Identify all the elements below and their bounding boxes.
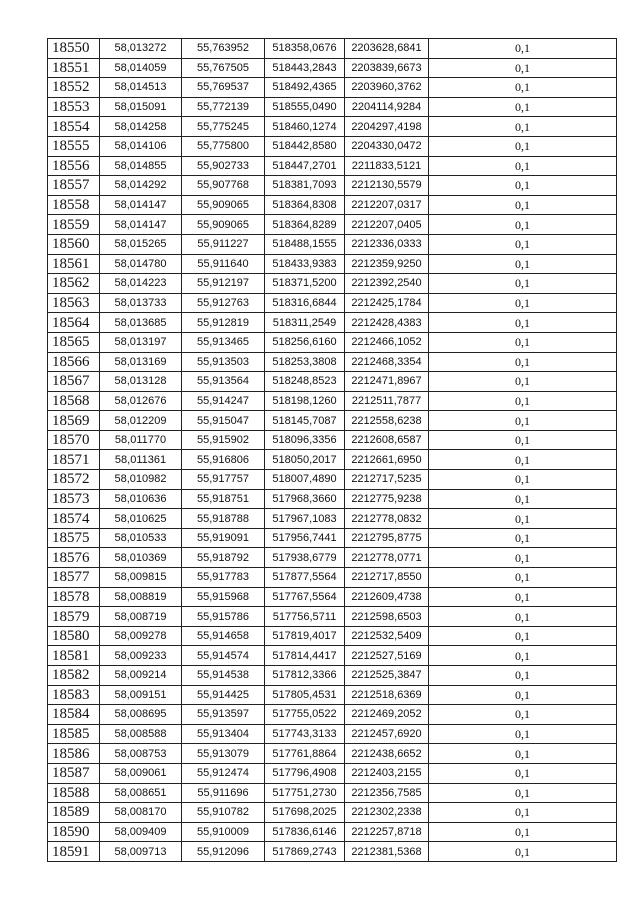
coordinates-table <box>47 38 617 862</box>
longitude-cell: 55,913503 <box>182 352 265 372</box>
y-coordinate-cell: 2212778,0832 <box>345 509 429 529</box>
y-coordinate-cell: 2212609,4738 <box>345 587 429 607</box>
latitude-cell: 58,008588 <box>100 724 182 744</box>
x-coordinate-cell: 518311,2549 <box>265 313 345 333</box>
table-row <box>48 411 617 431</box>
table-row <box>48 685 617 705</box>
coordinates-table-body <box>48 39 617 862</box>
point-number-cell: 18561 <box>48 254 100 274</box>
x-coordinate-cell: 518358,0676 <box>265 39 345 59</box>
tolerance-cell: 0,1 <box>429 470 617 490</box>
y-coordinate-cell: 2203960,3762 <box>345 78 429 98</box>
latitude-cell: 58,013272 <box>100 39 182 59</box>
point-number-cell: 18587 <box>48 763 100 783</box>
longitude-cell: 55,907768 <box>182 176 265 196</box>
table-row <box>48 587 617 607</box>
y-coordinate-cell: 2203839,6673 <box>345 58 429 78</box>
latitude-cell: 58,010533 <box>100 528 182 548</box>
x-coordinate-cell: 518248,8523 <box>265 372 345 392</box>
table-row <box>48 195 617 215</box>
table-row <box>48 548 617 568</box>
x-coordinate-cell: 518460,1274 <box>265 117 345 137</box>
x-coordinate-cell: 517751,2730 <box>265 783 345 803</box>
point-number-cell: 18557 <box>48 176 100 196</box>
longitude-cell: 55,911227 <box>182 234 265 254</box>
x-coordinate-cell: 517877,5564 <box>265 568 345 588</box>
y-coordinate-cell: 2212511,7877 <box>345 391 429 411</box>
tolerance-cell: 0,1 <box>429 293 617 313</box>
point-number-cell: 18563 <box>48 293 100 313</box>
table-row <box>48 803 617 823</box>
latitude-cell: 58,015265 <box>100 234 182 254</box>
table-row <box>48 117 617 137</box>
x-coordinate-cell: 517967,1083 <box>265 509 345 529</box>
y-coordinate-cell: 2212302,2338 <box>345 803 429 823</box>
point-number-cell: 18576 <box>48 548 100 568</box>
point-number-cell: 18553 <box>48 97 100 117</box>
longitude-cell: 55,913079 <box>182 744 265 764</box>
y-coordinate-cell: 2212471,8967 <box>345 372 429 392</box>
x-coordinate-cell: 517812,3366 <box>265 666 345 686</box>
latitude-cell: 58,013128 <box>100 372 182 392</box>
latitude-cell: 58,009713 <box>100 842 182 862</box>
y-coordinate-cell: 2212356,7585 <box>345 783 429 803</box>
longitude-cell: 55,914658 <box>182 626 265 646</box>
y-coordinate-cell: 2212469,2052 <box>345 705 429 725</box>
point-number-cell: 18562 <box>48 274 100 294</box>
point-number-cell: 18586 <box>48 744 100 764</box>
tolerance-cell: 0,1 <box>429 136 617 156</box>
x-coordinate-cell: 518447,2701 <box>265 156 345 176</box>
tolerance-cell: 0,1 <box>429 626 617 646</box>
table-row <box>48 842 617 862</box>
point-number-cell: 18568 <box>48 391 100 411</box>
x-coordinate-cell: 517805,4531 <box>265 685 345 705</box>
tolerance-cell: 0,1 <box>429 58 617 78</box>
longitude-cell: 55,919091 <box>182 528 265 548</box>
latitude-cell: 58,008651 <box>100 783 182 803</box>
table-row <box>48 58 617 78</box>
longitude-cell: 55,912819 <box>182 313 265 333</box>
table-row <box>48 430 617 450</box>
tolerance-cell: 0,1 <box>429 685 617 705</box>
y-coordinate-cell: 2204297,4198 <box>345 117 429 137</box>
point-number-cell: 18565 <box>48 332 100 352</box>
x-coordinate-cell: 518096,3356 <box>265 430 345 450</box>
tolerance-cell: 0,1 <box>429 430 617 450</box>
latitude-cell: 58,015091 <box>100 97 182 117</box>
longitude-cell: 55,772139 <box>182 97 265 117</box>
point-number-cell: 18569 <box>48 411 100 431</box>
x-coordinate-cell: 517756,5711 <box>265 607 345 627</box>
latitude-cell: 58,014780 <box>100 254 182 274</box>
table-row <box>48 39 617 59</box>
table-row <box>48 215 617 235</box>
y-coordinate-cell: 2204330,0472 <box>345 136 429 156</box>
point-number-cell: 18578 <box>48 587 100 607</box>
longitude-cell: 55,914538 <box>182 666 265 686</box>
tolerance-cell: 0,1 <box>429 489 617 509</box>
point-number-cell: 18588 <box>48 783 100 803</box>
point-number-cell: 18567 <box>48 372 100 392</box>
latitude-cell: 58,013169 <box>100 352 182 372</box>
latitude-cell: 58,008170 <box>100 803 182 823</box>
y-coordinate-cell: 2212525,3847 <box>345 666 429 686</box>
x-coordinate-cell: 517796,4908 <box>265 763 345 783</box>
point-number-cell: 18573 <box>48 489 100 509</box>
tolerance-cell: 0,1 <box>429 372 617 392</box>
tolerance-cell: 0,1 <box>429 234 617 254</box>
longitude-cell: 55,913404 <box>182 724 265 744</box>
tolerance-cell: 0,1 <box>429 391 617 411</box>
x-coordinate-cell: 518555,0490 <box>265 97 345 117</box>
longitude-cell: 55,910782 <box>182 803 265 823</box>
latitude-cell: 58,013197 <box>100 332 182 352</box>
point-number-cell: 18558 <box>48 195 100 215</box>
point-number-cell: 18574 <box>48 509 100 529</box>
tolerance-cell: 0,1 <box>429 352 617 372</box>
y-coordinate-cell: 2212717,8550 <box>345 568 429 588</box>
tolerance-cell: 0,1 <box>429 450 617 470</box>
point-number-cell: 18570 <box>48 430 100 450</box>
y-coordinate-cell: 2204114,9284 <box>345 97 429 117</box>
point-number-cell: 18584 <box>48 705 100 725</box>
tolerance-cell: 0,1 <box>429 254 617 274</box>
tolerance-cell: 0,1 <box>429 156 617 176</box>
x-coordinate-cell: 517761,8864 <box>265 744 345 764</box>
y-coordinate-cell: 2212778,0771 <box>345 548 429 568</box>
latitude-cell: 58,009233 <box>100 646 182 666</box>
latitude-cell: 58,010369 <box>100 548 182 568</box>
tolerance-cell: 0,1 <box>429 313 617 333</box>
latitude-cell: 58,012209 <box>100 411 182 431</box>
y-coordinate-cell: 2212130,5579 <box>345 176 429 196</box>
tolerance-cell: 0,1 <box>429 548 617 568</box>
y-coordinate-cell: 2212598,6503 <box>345 607 429 627</box>
y-coordinate-cell: 2212717,5235 <box>345 470 429 490</box>
table-row <box>48 607 617 627</box>
tolerance-cell: 0,1 <box>429 176 617 196</box>
tolerance-cell: 0,1 <box>429 215 617 235</box>
table-row <box>48 313 617 333</box>
latitude-cell: 58,008695 <box>100 705 182 725</box>
table-row <box>48 234 617 254</box>
latitude-cell: 58,014147 <box>100 215 182 235</box>
table-row <box>48 332 617 352</box>
table-row <box>48 646 617 666</box>
point-number-cell: 18591 <box>48 842 100 862</box>
y-coordinate-cell: 2212428,4383 <box>345 313 429 333</box>
table-row <box>48 450 617 470</box>
table-row <box>48 274 617 294</box>
tolerance-cell: 0,1 <box>429 822 617 842</box>
y-coordinate-cell: 2212558,6238 <box>345 411 429 431</box>
longitude-cell: 55,913597 <box>182 705 265 725</box>
latitude-cell: 58,009815 <box>100 568 182 588</box>
x-coordinate-cell: 517968,3660 <box>265 489 345 509</box>
latitude-cell: 58,010982 <box>100 470 182 490</box>
x-coordinate-cell: 517767,5564 <box>265 587 345 607</box>
x-coordinate-cell: 517869,2743 <box>265 842 345 862</box>
tolerance-cell: 0,1 <box>429 509 617 529</box>
latitude-cell: 58,008819 <box>100 587 182 607</box>
tolerance-cell: 0,1 <box>429 666 617 686</box>
longitude-cell: 55,909065 <box>182 195 265 215</box>
x-coordinate-cell: 518492,4365 <box>265 78 345 98</box>
point-number-cell: 18589 <box>48 803 100 823</box>
tolerance-cell: 0,1 <box>429 842 617 862</box>
y-coordinate-cell: 2212207,0405 <box>345 215 429 235</box>
latitude-cell: 58,009061 <box>100 763 182 783</box>
x-coordinate-cell: 518007,4890 <box>265 470 345 490</box>
y-coordinate-cell: 2212336,0333 <box>345 234 429 254</box>
latitude-cell: 58,010636 <box>100 489 182 509</box>
x-coordinate-cell: 517938,6779 <box>265 548 345 568</box>
longitude-cell: 55,763952 <box>182 39 265 59</box>
point-number-cell: 18559 <box>48 215 100 235</box>
point-number-cell: 18550 <box>48 39 100 59</box>
tolerance-cell: 0,1 <box>429 568 617 588</box>
tolerance-cell: 0,1 <box>429 783 617 803</box>
longitude-cell: 55,911696 <box>182 783 265 803</box>
y-coordinate-cell: 2212425,1784 <box>345 293 429 313</box>
tolerance-cell: 0,1 <box>429 587 617 607</box>
latitude-cell: 58,013733 <box>100 293 182 313</box>
table-row <box>48 822 617 842</box>
y-coordinate-cell: 2212518,6369 <box>345 685 429 705</box>
latitude-cell: 58,011770 <box>100 430 182 450</box>
tolerance-cell: 0,1 <box>429 607 617 627</box>
table-row <box>48 489 617 509</box>
table-row <box>48 705 617 725</box>
point-number-cell: 18583 <box>48 685 100 705</box>
table-row <box>48 254 617 274</box>
tolerance-cell: 0,1 <box>429 528 617 548</box>
tolerance-cell: 0,1 <box>429 705 617 725</box>
longitude-cell: 55,775800 <box>182 136 265 156</box>
table-row <box>48 136 617 156</box>
table-row <box>48 391 617 411</box>
y-coordinate-cell: 2212207,0317 <box>345 195 429 215</box>
y-coordinate-cell: 2212775,9238 <box>345 489 429 509</box>
point-number-cell: 18590 <box>48 822 100 842</box>
table-row <box>48 352 617 372</box>
longitude-cell: 55,918788 <box>182 509 265 529</box>
x-coordinate-cell: 517755,0522 <box>265 705 345 725</box>
latitude-cell: 58,013685 <box>100 313 182 333</box>
tolerance-cell: 0,1 <box>429 78 617 98</box>
longitude-cell: 55,915902 <box>182 430 265 450</box>
y-coordinate-cell: 2212795,8775 <box>345 528 429 548</box>
x-coordinate-cell: 517814,4417 <box>265 646 345 666</box>
x-coordinate-cell: 518253,3808 <box>265 352 345 372</box>
point-number-cell: 18577 <box>48 568 100 588</box>
longitude-cell: 55,767505 <box>182 58 265 78</box>
tolerance-cell: 0,1 <box>429 646 617 666</box>
point-number-cell: 18580 <box>48 626 100 646</box>
x-coordinate-cell: 518316,6844 <box>265 293 345 313</box>
latitude-cell: 58,009214 <box>100 666 182 686</box>
tolerance-cell: 0,1 <box>429 195 617 215</box>
longitude-cell: 55,912096 <box>182 842 265 862</box>
tolerance-cell: 0,1 <box>429 803 617 823</box>
tolerance-cell: 0,1 <box>429 39 617 59</box>
x-coordinate-cell: 518145,7087 <box>265 411 345 431</box>
latitude-cell: 58,014223 <box>100 274 182 294</box>
y-coordinate-cell: 2212403,2155 <box>345 763 429 783</box>
y-coordinate-cell: 2212457,6920 <box>345 724 429 744</box>
tolerance-cell: 0,1 <box>429 763 617 783</box>
x-coordinate-cell: 518381,7093 <box>265 176 345 196</box>
point-number-cell: 18566 <box>48 352 100 372</box>
latitude-cell: 58,014147 <box>100 195 182 215</box>
y-coordinate-cell: 2212532,5409 <box>345 626 429 646</box>
latitude-cell: 58,014258 <box>100 117 182 137</box>
y-coordinate-cell: 2212608,6587 <box>345 430 429 450</box>
y-coordinate-cell: 2212438,6652 <box>345 744 429 764</box>
tolerance-cell: 0,1 <box>429 97 617 117</box>
longitude-cell: 55,915047 <box>182 411 265 431</box>
table-row <box>48 744 617 764</box>
point-number-cell: 18556 <box>48 156 100 176</box>
latitude-cell: 58,014106 <box>100 136 182 156</box>
latitude-cell: 58,012676 <box>100 391 182 411</box>
x-coordinate-cell: 517819,4017 <box>265 626 345 646</box>
x-coordinate-cell: 518198,1260 <box>265 391 345 411</box>
tolerance-cell: 0,1 <box>429 274 617 294</box>
latitude-cell: 58,014855 <box>100 156 182 176</box>
table-row <box>48 156 617 176</box>
tolerance-cell: 0,1 <box>429 724 617 744</box>
y-coordinate-cell: 2212359,9250 <box>345 254 429 274</box>
longitude-cell: 55,902733 <box>182 156 265 176</box>
longitude-cell: 55,916806 <box>182 450 265 470</box>
point-number-cell: 18572 <box>48 470 100 490</box>
longitude-cell: 55,912763 <box>182 293 265 313</box>
x-coordinate-cell: 517698,2025 <box>265 803 345 823</box>
y-coordinate-cell: 2212468,3354 <box>345 352 429 372</box>
table-row <box>48 293 617 313</box>
x-coordinate-cell: 518371,5200 <box>265 274 345 294</box>
table-row <box>48 176 617 196</box>
latitude-cell: 58,009278 <box>100 626 182 646</box>
latitude-cell: 58,009151 <box>100 685 182 705</box>
y-coordinate-cell: 2212661,6950 <box>345 450 429 470</box>
latitude-cell: 58,008753 <box>100 744 182 764</box>
longitude-cell: 55,912197 <box>182 274 265 294</box>
table-row <box>48 763 617 783</box>
latitude-cell: 58,008719 <box>100 607 182 627</box>
x-coordinate-cell: 518256,6160 <box>265 332 345 352</box>
x-coordinate-cell: 517743,3133 <box>265 724 345 744</box>
point-number-cell: 18571 <box>48 450 100 470</box>
latitude-cell: 58,014059 <box>100 58 182 78</box>
table-row <box>48 78 617 98</box>
x-coordinate-cell: 517836,6146 <box>265 822 345 842</box>
y-coordinate-cell: 2212257,8718 <box>345 822 429 842</box>
longitude-cell: 55,910009 <box>182 822 265 842</box>
x-coordinate-cell: 518050,2017 <box>265 450 345 470</box>
point-number-cell: 18560 <box>48 234 100 254</box>
longitude-cell: 55,913465 <box>182 332 265 352</box>
point-number-cell: 18551 <box>48 58 100 78</box>
longitude-cell: 55,917757 <box>182 470 265 490</box>
x-coordinate-cell: 518443,2843 <box>265 58 345 78</box>
table-row <box>48 470 617 490</box>
table-row <box>48 666 617 686</box>
x-coordinate-cell: 517956,7441 <box>265 528 345 548</box>
longitude-cell: 55,917783 <box>182 568 265 588</box>
y-coordinate-cell: 2212392,2540 <box>345 274 429 294</box>
table-row <box>48 509 617 529</box>
longitude-cell: 55,769537 <box>182 78 265 98</box>
point-number-cell: 18554 <box>48 117 100 137</box>
longitude-cell: 55,911640 <box>182 254 265 274</box>
y-coordinate-cell: 2203628,6841 <box>345 39 429 59</box>
table-row <box>48 626 617 646</box>
table-row <box>48 568 617 588</box>
longitude-cell: 55,918792 <box>182 548 265 568</box>
y-coordinate-cell: 2212527,5169 <box>345 646 429 666</box>
y-coordinate-cell: 2211833,5121 <box>345 156 429 176</box>
table-row <box>48 783 617 803</box>
latitude-cell: 58,011361 <box>100 450 182 470</box>
x-coordinate-cell: 518442,8580 <box>265 136 345 156</box>
point-number-cell: 18585 <box>48 724 100 744</box>
point-number-cell: 18581 <box>48 646 100 666</box>
table-row <box>48 724 617 744</box>
longitude-cell: 55,918751 <box>182 489 265 509</box>
longitude-cell: 55,915968 <box>182 587 265 607</box>
point-number-cell: 18579 <box>48 607 100 627</box>
tolerance-cell: 0,1 <box>429 744 617 764</box>
longitude-cell: 55,914574 <box>182 646 265 666</box>
latitude-cell: 58,010625 <box>100 509 182 529</box>
point-number-cell: 18552 <box>48 78 100 98</box>
tolerance-cell: 0,1 <box>429 332 617 352</box>
longitude-cell: 55,909065 <box>182 215 265 235</box>
latitude-cell: 58,009409 <box>100 822 182 842</box>
latitude-cell: 58,014292 <box>100 176 182 196</box>
x-coordinate-cell: 518433,9383 <box>265 254 345 274</box>
tolerance-cell: 0,1 <box>429 117 617 137</box>
y-coordinate-cell: 2212381,5368 <box>345 842 429 862</box>
latitude-cell: 58,014513 <box>100 78 182 98</box>
y-coordinate-cell: 2212466,1052 <box>345 332 429 352</box>
point-number-cell: 18564 <box>48 313 100 333</box>
x-coordinate-cell: 518488,1555 <box>265 234 345 254</box>
longitude-cell: 55,915786 <box>182 607 265 627</box>
longitude-cell: 55,775245 <box>182 117 265 137</box>
tolerance-cell: 0,1 <box>429 411 617 431</box>
longitude-cell: 55,913564 <box>182 372 265 392</box>
point-number-cell: 18555 <box>48 136 100 156</box>
longitude-cell: 55,914425 <box>182 685 265 705</box>
table-row <box>48 372 617 392</box>
x-coordinate-cell: 518364,8308 <box>265 195 345 215</box>
table-row <box>48 97 617 117</box>
longitude-cell: 55,914247 <box>182 391 265 411</box>
table-row <box>48 528 617 548</box>
point-number-cell: 18582 <box>48 666 100 686</box>
point-number-cell: 18575 <box>48 528 100 548</box>
longitude-cell: 55,912474 <box>182 763 265 783</box>
x-coordinate-cell: 518364,8289 <box>265 215 345 235</box>
